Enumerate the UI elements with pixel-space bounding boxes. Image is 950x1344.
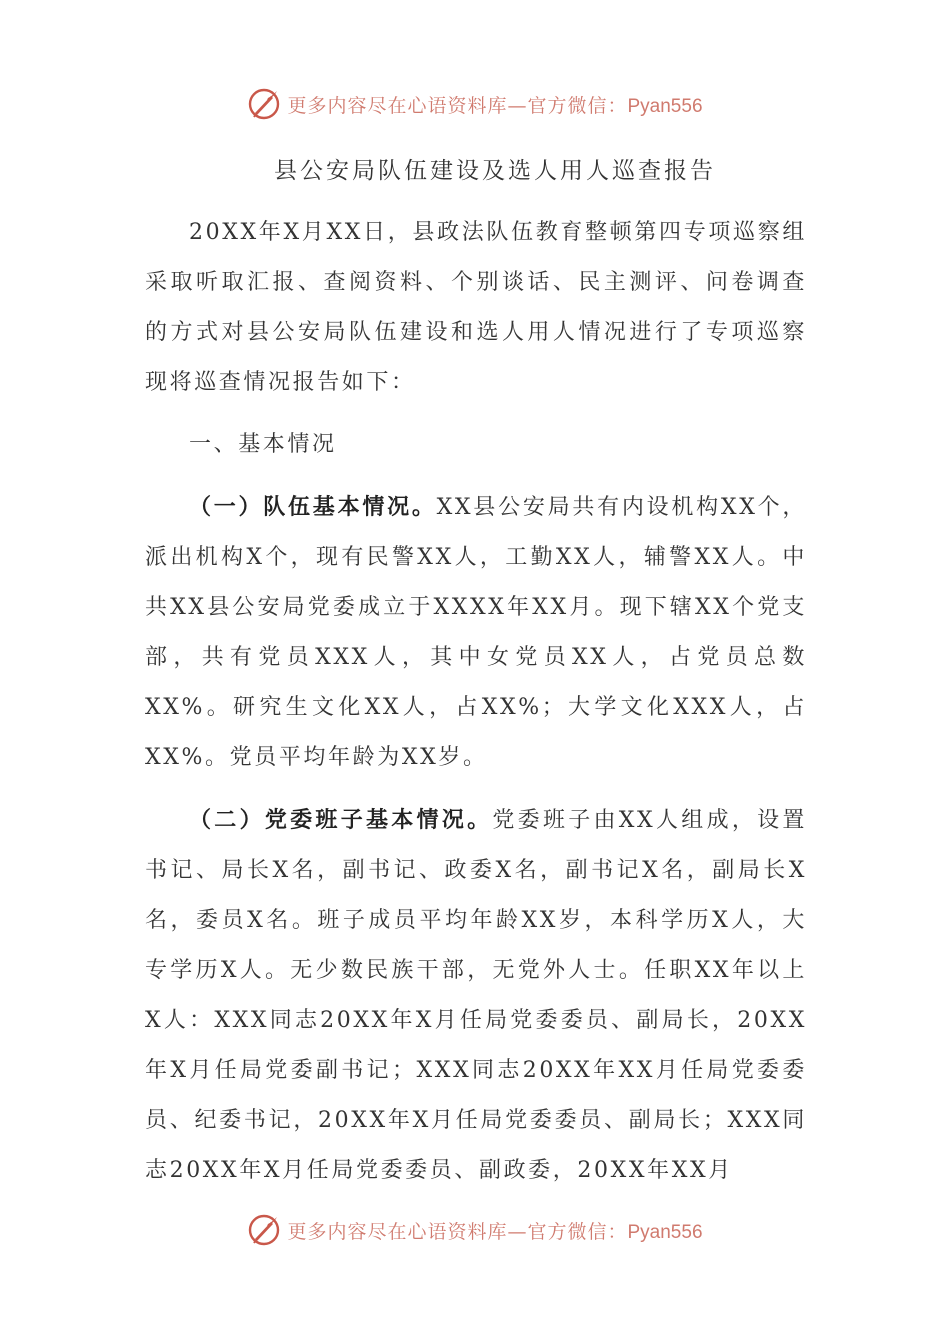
party-committee-text: 党委班子由XX人组成，设置书记、局长X名，副书记、政委X名，副书记X名，副局长X名，委员X名。班子成员平均年龄XX岁，本科学历X人，大专学历X人。无少数民族干部，无党外人士。任职XX年以上X人：XXX同志20XX年X月任局党委委员、副局长，20XX年X月任局党委副书记；XXX同志20XX年XX月任局党委委员、纪委书记，20XX年X月任局党委委员、副局长；XXX同志20XX年X月任局党委委员、副政委，20XX年XX月	[145, 808, 808, 1183]
watermark-footer	[0, 1210, 950, 1250]
watermark-text: 更多内容尽在心语资料库—官方微信：Pyan556	[287, 1220, 703, 1243]
watermark-wechat-id: Pyan556	[627, 95, 703, 117]
watermark-header	[0, 84, 950, 124]
team-basic-text: XX县公安局共有内设机构XX个，派出机构X个，现有民警XX人，工勤XX人，辅警XX人。中共XX县公安局党委成立于XXXX年XX月。现下辖XX个党支部，共有党员XXX人，其中女党员XX人，占党员总数XX%。研究生文化XX人，占XX%；大学文化XXX人，占XX%。党员平均年龄为XX岁。	[145, 495, 807, 770]
watermark-text: 更多内容尽在心语资料库—官方微信：Pyan556	[287, 94, 703, 117]
document-body	[145, 208, 807, 1196]
party-committee-label: （二）党委班子基本情况。	[189, 807, 493, 833]
document-title: 县公安局队伍建设及选人用人巡查报告	[274, 158, 716, 184]
team-basic-paragraph	[145, 482, 807, 783]
section-heading-basic-situation: 一、基本情况	[189, 432, 337, 457]
intro-paragraph: 20XX年X月XX日，县政法队伍教育整顿第四专项巡察组采取听取汇报、查阅资料、个别谈话、民主测评、问卷调查的方式对县公安局队伍建设和选人用人情况进行了专项巡察现将巡查情况报告如下：	[145, 220, 807, 395]
watermark-wechat-id: Pyan556	[627, 1221, 703, 1243]
party-committee-paragraph	[145, 795, 807, 1196]
quill-logo-icon	[247, 87, 281, 121]
team-basic-label: （一）队伍基本情况。	[189, 494, 437, 520]
quill-logo-icon	[247, 1213, 281, 1247]
